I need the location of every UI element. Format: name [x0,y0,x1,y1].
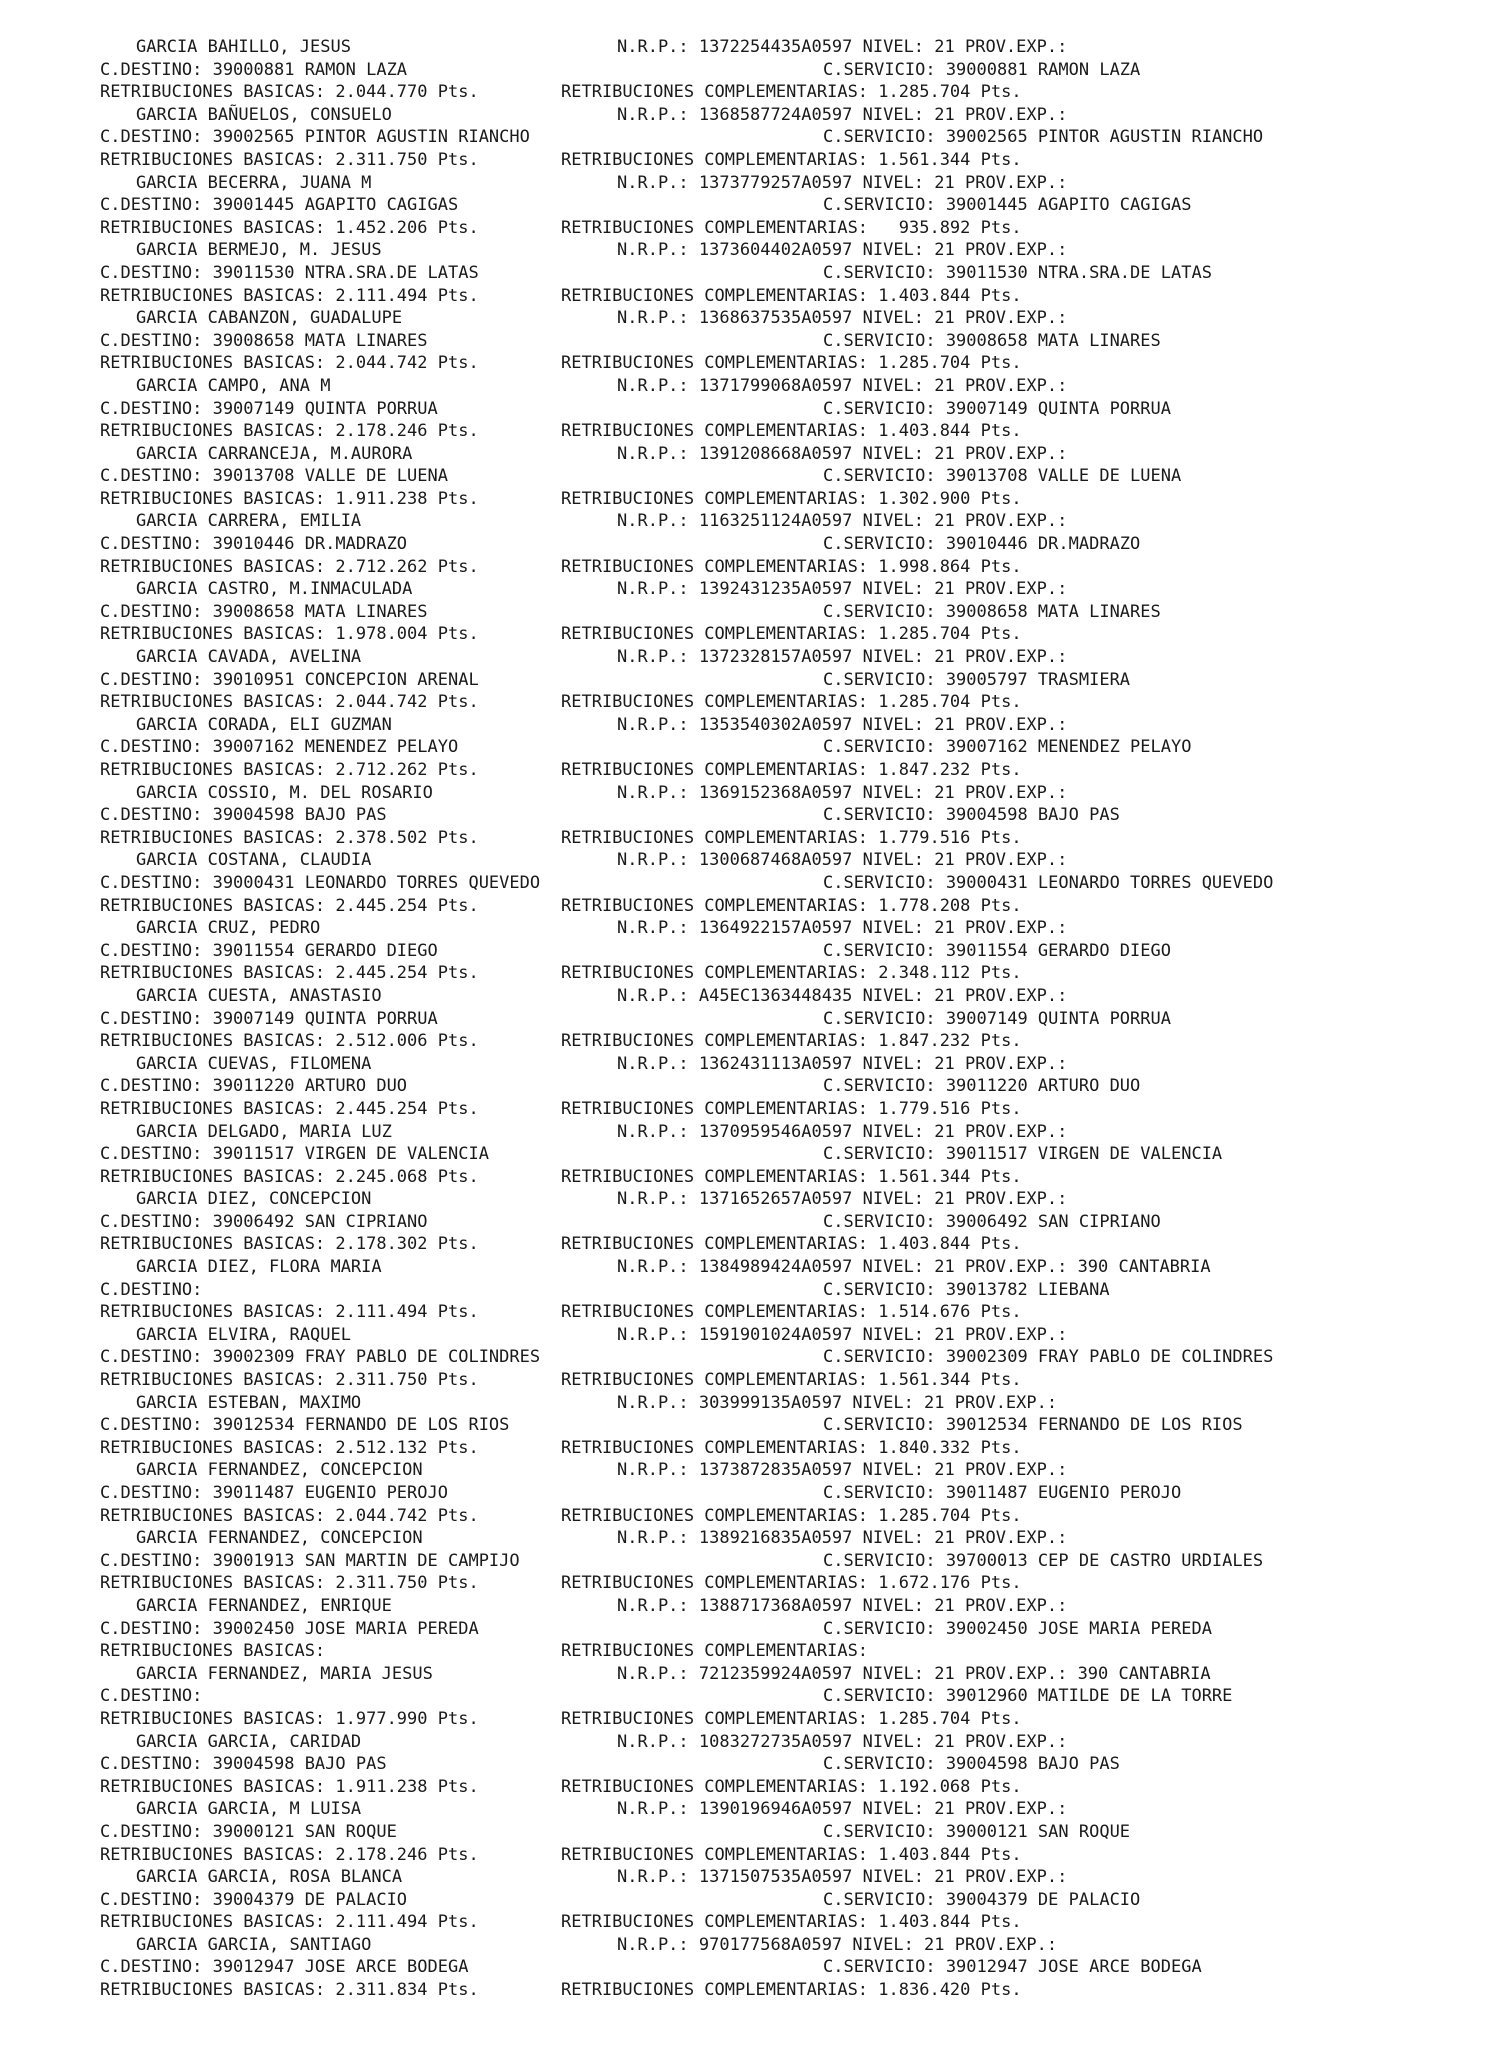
employee-name: GARCIA CUEVAS, FILOMENA [136,1053,372,1074]
record-destino-line [0,1414,1504,1437]
record-destino-line [0,1008,1504,1031]
c-destino: C.DESTINO: [100,1686,203,1707]
nrp-nivel-prov: N.R.P.: 1591901024A0597 NIVEL: 21 PROV.EXP.: [617,1324,1068,1345]
employee-record [0,1595,1504,1663]
record-header-line [0,36,1504,59]
employee-record [0,1188,1504,1256]
nrp-nivel-prov: N.R.P.: 1364922157A0597 NIVEL: 21 PROV.EXP.: [617,918,1068,939]
record-retribuciones-line [0,623,1504,646]
retribuciones-basicas: RETRIBUCIONES BASICAS: 2.245.068 Pts. [100,1166,479,1187]
record-destino-line [0,59,1504,82]
record-retribuciones-line [0,1437,1504,1460]
retribuciones-complementarias: RETRIBUCIONES COMPLEMENTARIAS: 1.840.332 Pts. [561,1437,1022,1458]
record-destino-line [0,1753,1504,1776]
c-servicio: C.SERVICIO: 39000881 RAMON LAZA [823,59,1141,80]
employee-name: GARCIA CARRERA, EMILIA [136,511,362,532]
record-destino-line [0,1821,1504,1844]
c-servicio: C.SERVICIO: 39011517 VIRGEN DE VALENCIA [823,1144,1223,1165]
record-retribuciones-line [0,285,1504,308]
retribuciones-basicas: RETRIBUCIONES BASICAS: 2.712.262 Pts. [100,760,479,780]
c-destino: C.DESTINO: 39002565 PINTOR AGUSTIN RIANCHO [100,127,530,148]
c-destino: C.DESTINO: 39011487 EUGENIO PEROJO [100,1483,448,1503]
employee-record [0,1324,1504,1392]
employee-record [0,172,1504,240]
retribuciones-complementarias: RETRIBUCIONES COMPLEMENTARIAS: 1.847.232 Pts. [561,760,1022,780]
c-destino: C.DESTINO: 39011530 NTRA.SRA.DE LATAS [100,262,479,283]
nrp-nivel-prov: N.R.P.: 1371652657A0597 NIVEL: 21 PROV.EXP.: [617,1189,1068,1210]
record-header-line [0,510,1504,533]
retribuciones-basicas: RETRIBUCIONES BASICAS: 2.044.742 Pts. [100,353,479,374]
retribuciones-complementarias: RETRIBUCIONES COMPLEMENTARIAS: 1.847.232 Pts. [561,1031,1022,1052]
employee-record [0,443,1504,511]
record-header-line [0,1866,1504,1889]
record-destino-line [0,465,1504,488]
record-header-line [0,1256,1504,1279]
c-servicio: C.SERVICIO: 39012534 FERNANDO DE LOS RIOS [823,1415,1243,1436]
record-destino-line [0,330,1504,353]
employee-name: GARCIA CUESTA, ANASTASIO [136,985,382,1006]
c-destino: C.DESTINO: 39002450 JOSE MARIA PEREDA [100,1618,479,1639]
retribuciones-complementarias: RETRIBUCIONES COMPLEMENTARIAS: 1.403.844 Pts. [561,421,1022,442]
nrp-nivel-prov: N.R.P.: 1362431113A0597 NIVEL: 21 PROV.EXP.: [617,1053,1068,1074]
retribuciones-basicas: RETRIBUCIONES BASICAS: 2.311.834 Pts. [100,1980,479,2001]
nrp-nivel-prov: N.R.P.: 1390196946A0597 NIVEL: 21 PROV.EXP.: [617,1799,1068,1820]
c-destino: C.DESTINO: 39007149 QUINTA PORRUA [100,398,438,419]
employee-name: GARCIA DELGADO, MARIA LUZ [136,1121,392,1142]
c-servicio: C.SERVICIO: 39013708 VALLE DE LUENA [823,466,1182,487]
retribuciones-complementarias: RETRIBUCIONES COMPLEMENTARIAS: 1.285.704 Pts. [561,1708,1022,1729]
employee-record [0,1256,1504,1324]
c-servicio: C.SERVICIO: 39000431 LEONARDO TORRES QUEVEDO [823,872,1274,893]
record-destino-line [0,126,1504,149]
retribuciones-basicas: RETRIBUCIONES BASICAS: 1.978.004 Pts. [100,624,479,645]
record-retribuciones-line [0,217,1504,240]
record-destino-line [0,1482,1504,1505]
employee-record [0,1527,1504,1595]
record-destino-line [0,533,1504,556]
record-header-line [0,375,1504,398]
record-retribuciones-line [0,1166,1504,1189]
nrp-nivel-prov: N.R.P.: 1300687468A0597 NIVEL: 21 PROV.EXP.: [617,850,1068,871]
nrp-nivel-prov: N.R.P.: 1368587724A0597 NIVEL: 21 PROV.EXP.: [617,104,1068,125]
employee-name: GARCIA BERMEJO, M. JESUS [136,240,382,261]
retribuciones-complementarias: RETRIBUCIONES COMPLEMENTARIAS: 1.285.704 Pts. [561,1505,1022,1526]
nrp-nivel-prov: N.R.P.: 1368637535A0597 NIVEL: 21 PROV.EXP.: [617,308,1068,329]
employee-record [0,985,1504,1053]
employee-record [0,307,1504,375]
nrp-nivel-prov: N.R.P.: 1388717368A0597 NIVEL: 21 PROV.EXP.: [617,1595,1068,1616]
record-header-line [0,849,1504,872]
record-header-line [0,917,1504,940]
employee-name: GARCIA GARCIA, CARIDAD [136,1731,362,1752]
retribuciones-basicas: RETRIBUCIONES BASICAS: 2.311.750 Pts. [100,1370,479,1391]
employee-name: GARCIA BAHILLO, JESUS [136,37,351,57]
record-destino-line [0,1279,1504,1302]
retribuciones-basicas: RETRIBUCIONES BASICAS: 1.911.238 Pts. [100,488,479,509]
nrp-nivel-prov: N.R.P.: 1371799068A0597 NIVEL: 21 PROV.EXP.: [617,375,1068,396]
retribuciones-complementarias: RETRIBUCIONES COMPLEMENTARIAS: 1.285.704 Pts. [561,624,1022,645]
retribuciones-complementarias: RETRIBUCIONES COMPLEMENTARIAS: 1.998.864 Pts. [561,556,1022,577]
employee-record [0,782,1504,850]
record-header-line [0,1663,1504,1686]
employee-record [0,36,1504,104]
c-servicio: C.SERVICIO: 39013782 LIEBANA [823,1279,1110,1300]
c-destino: C.DESTINO: 39002309 FRAY PABLO DE COLINDRES [100,1347,541,1368]
c-servicio: C.SERVICIO: 39007149 QUINTA PORRUA [823,398,1171,419]
c-destino: C.DESTINO: 39011517 VIRGEN DE VALENCIA [100,1144,489,1165]
c-destino: C.DESTINO: 39004598 BAJO PAS [100,805,387,826]
c-servicio: C.SERVICIO: 39012960 MATILDE DE LA TORRE [823,1686,1233,1707]
nrp-nivel-prov: N.R.P.: 1392431235A0597 NIVEL: 21 PROV.EXP.: [617,579,1068,600]
c-servicio: C.SERVICIO: 39000121 SAN ROQUE [823,1821,1131,1842]
record-retribuciones-line [0,1911,1504,1934]
retribuciones-basicas: RETRIBUCIONES BASICAS: 2.311.750 Pts. [100,1573,479,1594]
record-retribuciones-line [0,827,1504,850]
nrp-nivel-prov: N.R.P.: 1353540302A0597 NIVEL: 21 PROV.EXP.: [617,714,1068,735]
record-destino-line [0,940,1504,963]
retribuciones-basicas: RETRIBUCIONES BASICAS: 1.452.206 Pts. [100,217,479,238]
employee-name: GARCIA FERNANDEZ, MARIA JESUS [136,1663,433,1684]
record-destino-line [0,601,1504,624]
retribuciones-complementarias: RETRIBUCIONES COMPLEMENTARIAS: 2.348.112 Pts. [561,963,1022,984]
record-destino-line [0,1211,1504,1234]
c-servicio: C.SERVICIO: 39006492 SAN CIPRIANO [823,1211,1161,1232]
record-destino-line [0,1143,1504,1166]
employee-name: GARCIA BAÑUELOS, CONSUELO [136,104,392,125]
employee-record [0,1121,1504,1189]
employee-name: GARCIA CAMPO, ANA M [136,375,331,396]
c-destino: C.DESTINO: 39011220 ARTURO DUO [100,1076,408,1097]
retribuciones-basicas: RETRIBUCIONES BASICAS: 2.111.494 Pts. [100,1912,479,1933]
nrp-nivel-prov: N.R.P.: 1373604402A0597 NIVEL: 21 PROV.EXP.: [617,240,1068,261]
employee-name: GARCIA ESTEBAN, MAXIMO [136,1392,362,1413]
retribuciones-basicas: RETRIBUCIONES BASICAS: 2.178.302 Pts. [100,1234,479,1255]
record-header-line [0,782,1504,805]
nrp-nivel-prov: N.R.P.: 1370959546A0597 NIVEL: 21 PROV.EXP.: [617,1121,1068,1142]
nrp-nivel-prov: N.R.P.: 1372254435A0597 NIVEL: 21 PROV.EXP.: [617,37,1068,57]
record-header-line [0,1459,1504,1482]
employee-name: GARCIA CORADA, ELI GUZMAN [136,714,392,735]
record-retribuciones-line [0,1098,1504,1121]
retribuciones-basicas: RETRIBUCIONES BASICAS: 2.712.262 Pts. [100,556,479,577]
retribuciones-complementarias: RETRIBUCIONES COMPLEMENTARIAS: 1.403.844 Pts. [561,1844,1022,1865]
employee-name: GARCIA FERNANDEZ, CONCEPCION [136,1528,423,1549]
nrp-nivel-prov: N.R.P.: 1372328157A0597 NIVEL: 21 PROV.EXP.: [617,647,1068,668]
record-header-line [0,1934,1504,1957]
employee-name: GARCIA CASTRO, M.INMACULADA [136,579,413,600]
retribuciones-basicas: RETRIBUCIONES BASICAS: 2.178.246 Pts. [100,1844,479,1865]
record-retribuciones-line [0,352,1504,375]
retribuciones-complementarias: RETRIBUCIONES COMPLEMENTARIAS: 1.561.344 Pts. [561,149,1022,170]
nrp-nivel-prov: N.R.P.: 1083272735A0597 NIVEL: 21 PROV.EXP.: [617,1731,1068,1752]
record-destino-line [0,872,1504,895]
retribuciones-basicas: RETRIBUCIONES BASICAS: 2.111.494 Pts. [100,285,479,306]
c-servicio: C.SERVICIO: 39012947 JOSE ARCE BODEGA [823,1957,1202,1978]
employee-record [0,239,1504,307]
c-destino: C.DESTINO: 39006492 SAN CIPRIANO [100,1211,428,1232]
record-retribuciones-line [0,1301,1504,1324]
c-destino: C.DESTINO: [100,1279,203,1300]
c-servicio: C.SERVICIO: 39004598 BAJO PAS [823,805,1120,826]
record-retribuciones-line [0,1369,1504,1392]
record-header-line [0,1527,1504,1550]
retribuciones-basicas: RETRIBUCIONES BASICAS: 2.311.750 Pts. [100,149,479,170]
c-servicio: C.SERVICIO: 39008658 MATA LINARES [823,330,1161,351]
employee-record [0,849,1504,917]
retribuciones-complementarias: RETRIBUCIONES COMPLEMENTARIAS: 1.561.344 Pts. [561,1370,1022,1391]
c-servicio: C.SERVICIO: 39002565 PINTOR AGUSTIN RIANCHO [823,127,1264,148]
c-servicio: C.SERVICIO: 39011487 EUGENIO PEROJO [823,1483,1182,1503]
record-header-line [0,172,1504,195]
record-destino-line [0,1889,1504,1912]
c-servicio: C.SERVICIO: 39007162 MENENDEZ PELAYO [823,737,1192,758]
record-destino-line [0,262,1504,285]
employee-name: GARCIA COSSIO, M. DEL ROSARIO [136,782,433,803]
record-header-line [0,1324,1504,1347]
record-header-line [0,714,1504,737]
c-destino: C.DESTINO: 39001445 AGAPITO CAGIGAS [100,195,459,216]
retribuciones-complementarias: RETRIBUCIONES COMPLEMENTARIAS: 935.892 Pts. [561,217,1022,238]
retribuciones-basicas: RETRIBUCIONES BASICAS: 2.512.132 Pts. [100,1437,479,1458]
record-destino-line [0,1346,1504,1369]
employee-name: GARCIA DIEZ, FLORA MARIA [136,1257,382,1278]
employee-record [0,1866,1504,1934]
retribuciones-complementarias: RETRIBUCIONES COMPLEMENTARIAS: 1.561.344 Pts. [561,1166,1022,1187]
nrp-nivel-prov: N.R.P.: 303999135A0597 NIVEL: 21 PROV.EXP.: [617,1392,1058,1413]
record-header-line [0,578,1504,601]
employee-record [0,104,1504,172]
retribuciones-complementarias: RETRIBUCIONES COMPLEMENTARIAS: 1.192.068 Pts. [561,1776,1022,1797]
record-destino-line [0,669,1504,692]
record-destino-line [0,804,1504,827]
c-servicio: C.SERVICIO: 39004598 BAJO PAS [823,1754,1120,1775]
record-header-line [0,1731,1504,1754]
retribuciones-complementarias: RETRIBUCIONES COMPLEMENTARIAS: 1.285.704 Pts. [561,692,1022,713]
c-servicio: C.SERVICIO: 39002450 JOSE MARIA PEREDA [823,1618,1212,1639]
retribuciones-basicas: RETRIBUCIONES BASICAS: 2.445.254 Pts. [100,895,479,916]
record-retribuciones-line [0,1979,1504,2002]
retribuciones-complementarias: RETRIBUCIONES COMPLEMENTARIAS: 1.779.516 Pts. [561,1098,1022,1119]
employee-record [0,510,1504,578]
record-destino-line [0,398,1504,421]
c-servicio: C.SERVICIO: 39700013 CEP DE CASTRO URDIALES [823,1550,1264,1571]
employee-name: GARCIA DIEZ, CONCEPCION [136,1189,372,1210]
nrp-nivel-prov: N.R.P.: 1371507535A0597 NIVEL: 21 PROV.EXP.: [617,1867,1068,1888]
retribuciones-basicas: RETRIBUCIONES BASICAS: 2.178.246 Pts. [100,421,479,442]
record-retribuciones-line [0,420,1504,443]
nrp-nivel-prov: N.R.P.: 970177568A0597 NIVEL: 21 PROV.EXP.: [617,1934,1058,1955]
c-servicio: C.SERVICIO: 39010446 DR.MADRAZO [823,534,1141,555]
retribuciones-complementarias: RETRIBUCIONES COMPLEMENTARIAS: 1.403.844 Pts. [561,1912,1022,1933]
record-destino-line [0,736,1504,759]
retribuciones-basicas: RETRIBUCIONES BASICAS: 1.977.990 Pts. [100,1708,479,1729]
nrp-nivel-prov: N.R.P.: 1373779257A0597 NIVEL: 21 PROV.EXP.: [617,172,1068,193]
record-retribuciones-line [0,691,1504,714]
c-destino: C.DESTINO: 39004379 DE PALACIO [100,1889,408,1910]
employee-record [0,1663,1504,1731]
retribuciones-complementarias: RETRIBUCIONES COMPLEMENTARIAS: 1.514.676 Pts. [561,1302,1022,1323]
nrp-nivel-prov: N.R.P.: 1389216835A0597 NIVEL: 21 PROV.EXP.: [617,1528,1068,1549]
record-retribuciones-line [0,488,1504,511]
c-destino: C.DESTINO: 39012534 FERNANDO DE LOS RIOS [100,1415,510,1436]
retribuciones-basicas: RETRIBUCIONES BASICAS: 2.445.254 Pts. [100,963,479,984]
c-destino: C.DESTINO: 39000431 LEONARDO TORRES QUEVEDO [100,872,541,893]
employee-name: GARCIA GARCIA, M LUISA [136,1799,362,1820]
retribuciones-complementarias: RETRIBUCIONES COMPLEMENTARIAS: 1.285.704 Pts. [561,82,1022,103]
record-retribuciones-line [0,1030,1504,1053]
c-destino: C.DESTINO: 39011554 GERARDO DIEGO [100,940,438,961]
retribuciones-complementarias: RETRIBUCIONES COMPLEMENTARIAS: [561,1641,869,1662]
c-destino: C.DESTINO: 39000881 RAMON LAZA [100,59,408,80]
retribuciones-basicas: RETRIBUCIONES BASICAS: [100,1641,326,1662]
record-destino-line [0,1685,1504,1708]
record-header-line [0,1121,1504,1144]
employee-name: GARCIA FERNANDEZ, ENRIQUE [136,1595,392,1616]
c-destino: C.DESTINO: 39013708 VALLE DE LUENA [100,466,448,487]
record-destino-line [0,1550,1504,1573]
record-header-line [0,1392,1504,1415]
record-header-line [0,104,1504,127]
employee-name: GARCIA CABANZON, GUADALUPE [136,308,403,329]
c-destino: C.DESTINO: 39010951 CONCEPCION ARENAL [100,669,479,690]
employee-record [0,1934,1504,2002]
record-destino-line [0,1956,1504,1979]
c-servicio: C.SERVICIO: 39007149 QUINTA PORRUA [823,1008,1171,1029]
employee-record [0,1459,1504,1527]
c-servicio: C.SERVICIO: 39005797 TRASMIERA [823,669,1131,690]
retribuciones-complementarias: RETRIBUCIONES COMPLEMENTARIAS: 1.778.208 Pts. [561,895,1022,916]
c-servicio: C.SERVICIO: 39011554 GERARDO DIEGO [823,940,1171,961]
employee-record [0,646,1504,714]
record-header-line [0,985,1504,1008]
retribuciones-basicas: RETRIBUCIONES BASICAS: 2.512.006 Pts. [100,1031,479,1052]
record-header-line [0,1798,1504,1821]
record-retribuciones-line [0,962,1504,985]
record-retribuciones-line [0,1505,1504,1528]
retribuciones-complementarias: RETRIBUCIONES COMPLEMENTARIAS: 1.403.844 Pts. [561,285,1022,306]
nrp-nivel-prov: N.R.P.: 7212359924A0597 NIVEL: 21 PROV.EXP.: 390 CANTABRIA [617,1663,1211,1684]
c-servicio: C.SERVICIO: 39008658 MATA LINARES [823,601,1161,622]
record-destino-line [0,1618,1504,1641]
retribuciones-basicas: RETRIBUCIONES BASICAS: 1.911.238 Pts. [100,1776,479,1797]
record-destino-line [0,1075,1504,1098]
record-header-line [0,1595,1504,1618]
nrp-nivel-prov: N.R.P.: 1384989424A0597 NIVEL: 21 PROV.EXP.: 390 CANTABRIA [617,1257,1211,1278]
nrp-nivel-prov: N.R.P.: A45EC1363448435 NIVEL: 21 PROV.EXP.: [617,985,1068,1006]
c-destino: C.DESTINO: 39007162 MENENDEZ PELAYO [100,737,459,758]
c-destino: C.DESTINO: 39008658 MATA LINARES [100,330,428,351]
record-retribuciones-line [0,1233,1504,1256]
employee-name: GARCIA BECERRA, JUANA M [136,172,372,193]
c-servicio: C.SERVICIO: 39004379 DE PALACIO [823,1889,1141,1910]
employee-name: GARCIA COSTANA, CLAUDIA [136,850,372,871]
record-retribuciones-line [0,759,1504,782]
nrp-nivel-prov: N.R.P.: 1391208668A0597 NIVEL: 21 PROV.EXP.: [617,443,1068,464]
record-header-line [0,1053,1504,1076]
nrp-nivel-prov: N.R.P.: 1369152368A0597 NIVEL: 21 PROV.EXP.: [617,782,1068,803]
employee-record [0,1392,1504,1460]
record-header-line [0,307,1504,330]
retribuciones-basicas: RETRIBUCIONES BASICAS: 2.044.742 Pts. [100,1505,479,1526]
record-header-line [0,646,1504,669]
record-header-line [0,239,1504,262]
employee-record [0,917,1504,985]
c-servicio: C.SERVICIO: 39011220 ARTURO DUO [823,1076,1141,1097]
document-page [0,36,1504,2002]
employee-record [0,1798,1504,1866]
retribuciones-basicas: RETRIBUCIONES BASICAS: 2.111.494 Pts. [100,1302,479,1323]
retribuciones-basicas: RETRIBUCIONES BASICAS: 2.378.502 Pts. [100,827,479,848]
record-retribuciones-line [0,1640,1504,1663]
retribuciones-basicas: RETRIBUCIONES BASICAS: 2.044.770 Pts. [100,82,479,103]
c-destino: C.DESTINO: 39010446 DR.MADRAZO [100,534,408,555]
employee-record [0,375,1504,443]
employee-name: GARCIA GARCIA, SANTIAGO [136,1934,372,1955]
c-servicio: C.SERVICIO: 39002309 FRAY PABLO DE COLINDRES [823,1347,1274,1368]
employee-record [0,1731,1504,1799]
retribuciones-complementarias: RETRIBUCIONES COMPLEMENTARIAS: 1.779.516 Pts. [561,827,1022,848]
employee-name: GARCIA CAVADA, AVELINA [136,647,362,668]
record-destino-line [0,194,1504,217]
record-header-line [0,443,1504,466]
retribuciones-complementarias: RETRIBUCIONES COMPLEMENTARIAS: 1.285.704 Pts. [561,353,1022,374]
record-retribuciones-line [0,895,1504,918]
record-header-line [0,1188,1504,1211]
c-servicio: C.SERVICIO: 39011530 NTRA.SRA.DE LATAS [823,262,1212,283]
retribuciones-complementarias: RETRIBUCIONES COMPLEMENTARIAS: 1.672.176 Pts. [561,1573,1022,1594]
c-destino: C.DESTINO: 39007149 QUINTA PORRUA [100,1008,438,1029]
record-retribuciones-line [0,81,1504,104]
record-retribuciones-line [0,1844,1504,1867]
c-servicio: C.SERVICIO: 39001445 AGAPITO CAGIGAS [823,195,1192,216]
record-retribuciones-line [0,149,1504,172]
c-destino: C.DESTINO: 39008658 MATA LINARES [100,601,428,622]
retribuciones-basicas: RETRIBUCIONES BASICAS: 2.044.742 Pts. [100,692,479,713]
record-retribuciones-line [0,1708,1504,1731]
record-retribuciones-line [0,1572,1504,1595]
c-destino: C.DESTINO: 39004598 BAJO PAS [100,1754,387,1775]
employee-name: GARCIA ELVIRA, RAQUEL [136,1324,351,1345]
employee-name: GARCIA CRUZ, PEDRO [136,918,321,939]
retribuciones-complementarias: RETRIBUCIONES COMPLEMENTARIAS: 1.836.420 Pts. [561,1980,1022,2001]
c-destino: C.DESTINO: 39012947 JOSE ARCE BODEGA [100,1957,469,1978]
employee-record [0,1053,1504,1121]
c-destino: C.DESTINO: 39001913 SAN MARTIN DE CAMPIJO [100,1550,520,1571]
record-retribuciones-line [0,556,1504,579]
nrp-nivel-prov: N.R.P.: 1163251124A0597 NIVEL: 21 PROV.EXP.: [617,511,1068,532]
employee-name: GARCIA CARRANCEJA, M.AURORA [136,443,413,464]
c-destino: C.DESTINO: 39000121 SAN ROQUE [100,1821,397,1842]
employee-name: GARCIA GARCIA, ROSA BLANCA [136,1867,403,1888]
nrp-nivel-prov: N.R.P.: 1373872835A0597 NIVEL: 21 PROV.EXP.: [617,1460,1068,1481]
employee-name: GARCIA FERNANDEZ, CONCEPCION [136,1460,423,1481]
retribuciones-complementarias: RETRIBUCIONES COMPLEMENTARIAS: 1.403.844 Pts. [561,1234,1022,1255]
retribuciones-complementarias: RETRIBUCIONES COMPLEMENTARIAS: 1.302.900 Pts. [561,488,1022,509]
retribuciones-basicas: RETRIBUCIONES BASICAS: 2.445.254 Pts. [100,1098,479,1119]
employee-record [0,578,1504,646]
employee-record [0,714,1504,782]
record-retribuciones-line [0,1776,1504,1799]
